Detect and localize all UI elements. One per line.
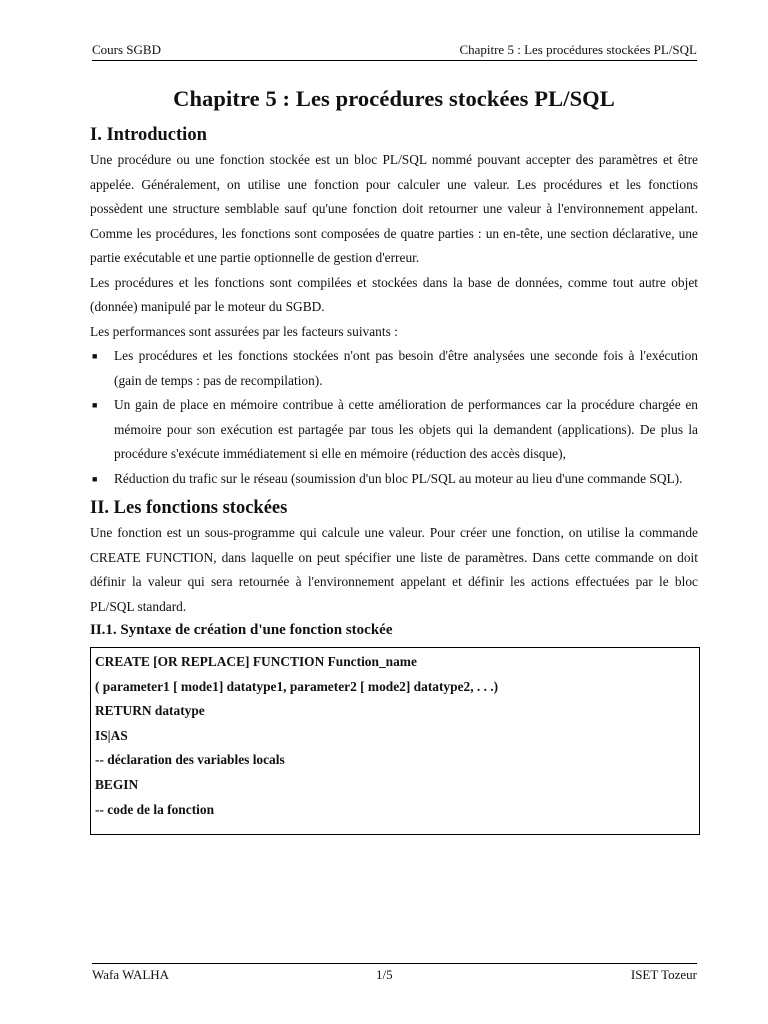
- page-header: [92, 40, 697, 61]
- intro-paragraph-3: Les performances sont assurées par les facteurs suivants :: [90, 323, 398, 339]
- code-line: RETURN datatype: [95, 703, 205, 719]
- page-title: Chapitre 5 : Les procédures stockées PL/SQL: [173, 86, 615, 111]
- code-line: BEGIN: [95, 776, 139, 792]
- list-item: ■ Les procédures et les fonctions stockées n'ont pas besoin d'être analysées une seconde fois à l'exécution (gain de temps : pas de recompilation).: [90, 344, 698, 393]
- section-functions-heading: II. Les fonctions stockées: [90, 498, 288, 518]
- code-line: CREATE [OR REPLACE] FUNCTION Function_name: [95, 654, 417, 669]
- code-line: ( parameter1 [ mode1] datatype1, parameter2 [ mode2] datatype2, . . .): [95, 678, 499, 694]
- footer-page-number: 1/5: [376, 967, 393, 982]
- header-course: Cours SGBD: [92, 42, 161, 57]
- functions-paragraph: Une fonction est un sous-programme qui calcule une valeur. Pour créer une fonction, on utilise la commande CREATE FUNCTION, dans laquelle on peut spécifier une liste de paramètres. Dans cette commande on doit définir la valeur qui sera retournée à l'environnement appelant et définir les actions effectuées par le bloc PL/SQL standard.: [90, 525, 698, 614]
- bullet-icon: ■: [92, 351, 98, 361]
- code-line: -- déclaration des variables locals: [95, 752, 285, 768]
- intro-paragraph-2: Les procédures et les fonctions sont compilées et stockées dans la base de données, comme tout autre objet (donnée) manipulé par le moteur du SGBD.: [90, 274, 698, 314]
- header-chapter: Chapitre 5 : Les procédures stockées PL/SQL: [459, 42, 697, 57]
- syntax-code-box: [90, 647, 700, 835]
- footer-institution: ISET Tozeur: [630, 967, 697, 982]
- code-line: IS|AS: [95, 727, 128, 743]
- list-item: ■ Un gain de place en mémoire contribue à cette amélioration de performances car la procédure chargée en mémoire pour son exécution est partagée par tous les objets qui la demandent (applications). De plus la procédure s'exécute immédiatement si elle en mémoire (réduction des accès disque),: [90, 393, 698, 467]
- bullet-icon: ■: [92, 400, 98, 410]
- code-line: -- code de la fonction: [95, 801, 215, 817]
- list-item: ■ Réduction du trafic sur le réseau (soumission d'un bloc PL/SQL au moteur au lieu d'une commande SQL).: [90, 467, 698, 492]
- section-introduction-heading: I. Introduction: [90, 125, 207, 145]
- intro-paragraph-1: Une procédure ou une fonction stockée est un bloc PL/SQL nommé pouvant accepter des paramètres et être appelée. Généralement, on utilise une fonction pour calculer une valeur. Les procédures et les fonctions possèdent une structure semblable sauf qu'une fonction doit retourner une valeur à l'environnement appelant. Comme les procédures, les fonctions sont composées de quatre parties : un en-tête, une section déclarative, une partie exécutable et une partie optionnelle de gestion d'erreur.: [90, 152, 698, 265]
- syntax-subheading: II.1. Syntaxe de création d'une fonction stockée: [90, 622, 393, 638]
- bullet-icon: ■: [92, 473, 98, 484]
- document-body: [90, 84, 698, 835]
- performance-list: [90, 344, 698, 491]
- page-footer: [92, 963, 697, 986]
- footer-author: Wafa WALHA: [92, 967, 170, 982]
